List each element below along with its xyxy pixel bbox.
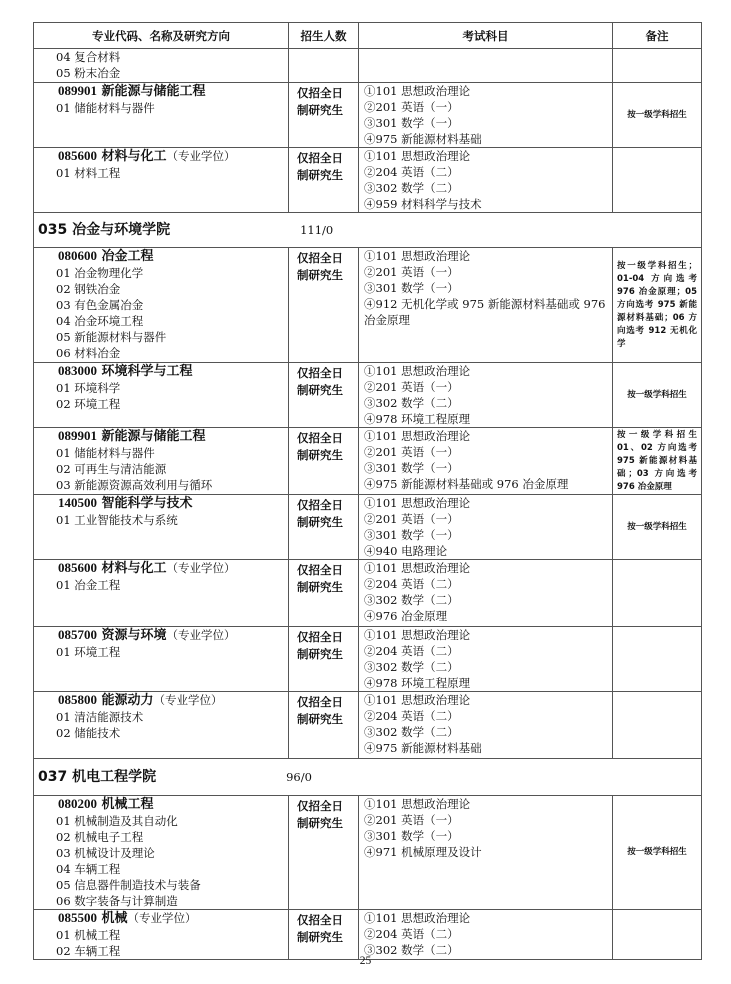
- section-row: [34, 213, 702, 248]
- program-row: [34, 428, 702, 495]
- major-code: 085600: [58, 560, 97, 575]
- remark-cell: [613, 910, 702, 960]
- major-cell: [34, 363, 289, 428]
- exam-subject: ②201 英语（一）: [364, 380, 459, 394]
- major-name: 智能科学与技术: [101, 496, 193, 511]
- college-quota: 96/0: [286, 770, 312, 784]
- research-direction: 02 储能技术: [56, 726, 121, 740]
- remark-cell: [613, 363, 702, 428]
- exam-subject: ①101 思想政治理论: [364, 628, 471, 642]
- enrollment-text: 制研究生: [297, 103, 343, 117]
- remark-cell: [613, 83, 702, 148]
- research-direction: 03 有色金属冶金: [56, 298, 144, 312]
- degree-type: （专业学位）: [166, 628, 236, 642]
- research-direction: 01 冶金物理化学: [56, 266, 144, 280]
- table-header: [34, 23, 702, 49]
- major-name: 机械工程: [101, 797, 154, 812]
- subjects-cell: [359, 148, 613, 213]
- remark-cell: [613, 495, 702, 560]
- major-name: 材料与化工: [101, 149, 167, 164]
- major-name: 环境科学与工程: [101, 364, 193, 379]
- major-title: [34, 148, 288, 165]
- major-title: [34, 248, 288, 265]
- exam-subject: ④978 环境工程原理: [364, 676, 471, 690]
- research-direction: 04 复合材料: [56, 50, 121, 64]
- major-title: [34, 428, 288, 445]
- exam-subject: ①101 思想政治理论: [364, 797, 471, 811]
- research-direction: 01 储能材料与器件: [56, 446, 155, 460]
- admissions-table: [33, 22, 702, 960]
- exam-subject: ③301 数学（一）: [364, 528, 459, 542]
- research-direction: 01 冶金工程: [56, 578, 121, 592]
- research-direction: 02 环境工程: [56, 397, 121, 411]
- enrollment-text: 仅招全日: [297, 366, 343, 380]
- subjects-cell: [359, 49, 613, 83]
- enrollment-cell: [289, 796, 359, 910]
- enrollment-text: 制研究生: [297, 168, 343, 182]
- remark-text: 按一级学科招生 01、02 方向选考 975 新能源材料基础；03 方向选考 976 冶金原理: [617, 429, 697, 492]
- exam-subject: ②204 英语（二）: [364, 165, 459, 179]
- major-cell: [34, 796, 289, 910]
- research-direction: 02 钢铁冶金: [56, 282, 121, 296]
- exam-subject: ②201 英语（一）: [364, 100, 459, 114]
- program-row: [34, 49, 702, 83]
- research-direction: 01 工业智能技术与系统: [56, 513, 178, 527]
- header-enrollment: 招生人数: [289, 23, 359, 49]
- major-name: 新能源与储能工程: [101, 429, 206, 444]
- enrollment-text: 仅招全日: [297, 151, 343, 165]
- enrollment-text: 制研究生: [297, 647, 343, 661]
- program-row: [34, 495, 702, 560]
- research-direction: 02 机械电子工程: [56, 830, 144, 844]
- enrollment-text: 仅招全日: [297, 695, 343, 709]
- exam-subject: ③302 数学（二）: [364, 943, 459, 957]
- research-direction: 05 信息器件制造技术与装备: [56, 878, 201, 892]
- exam-subject: ④975 新能源材料基础: [364, 741, 482, 755]
- exam-subject: ①101 思想政治理论: [364, 84, 471, 98]
- major-code: 080200: [58, 796, 97, 811]
- major-cell: [34, 692, 289, 759]
- major-title: [34, 495, 288, 512]
- subjects-cell: [359, 495, 613, 560]
- enrollment-text: 仅招全日: [297, 630, 343, 644]
- enrollment-text: 仅招全日: [297, 563, 343, 577]
- major-title: [34, 796, 288, 813]
- exam-subject: ①101 思想政治理论: [364, 249, 471, 263]
- college-quota: 111/0: [300, 223, 334, 237]
- remark-cell: [613, 796, 702, 910]
- subjects-cell: [359, 560, 613, 627]
- major-cell: [34, 83, 289, 148]
- exam-subject: ④940 电路理论: [364, 544, 448, 558]
- research-direction: 01 环境科学: [56, 381, 121, 395]
- enrollment-text: 仅招全日: [297, 251, 343, 265]
- research-direction: 01 清洁能源技术: [56, 710, 144, 724]
- exam-subject: ③302 数学（二）: [364, 396, 459, 410]
- exam-subject: ①101 思想政治理论: [364, 429, 471, 443]
- enrollment-text: 仅招全日: [297, 913, 343, 927]
- major-cell: [34, 495, 289, 560]
- exam-subject: ②201 英语（一）: [364, 265, 459, 279]
- research-direction: 03 机械设计及理论: [56, 846, 155, 860]
- program-row: [34, 910, 702, 960]
- enrollment-cell: [289, 428, 359, 495]
- major-cell: [34, 627, 289, 692]
- subjects-cell: [359, 83, 613, 148]
- major-name: 新能源与储能工程: [101, 84, 206, 99]
- exam-subject: ③302 数学（二）: [364, 660, 459, 674]
- major-title: [34, 692, 288, 709]
- remark-cell: [613, 428, 702, 495]
- major-cell: [34, 49, 289, 83]
- college-title: 037 机电工程学院: [38, 769, 157, 785]
- enrollment-text: 仅招全日: [297, 431, 343, 445]
- exam-subject: ②204 英语（二）: [364, 577, 459, 591]
- exam-subject: ④975 新能源材料基础或 976 冶金原理: [364, 477, 569, 491]
- remark-text: 按一级学科招生: [627, 109, 687, 120]
- exam-subject: ③301 数学（一）: [364, 281, 459, 295]
- exam-subject: ③301 数学（一）: [364, 461, 459, 475]
- major-title: [34, 560, 288, 577]
- enrollment-text: 制研究生: [297, 712, 343, 726]
- enrollment-cell: [289, 363, 359, 428]
- major-code: 085500: [58, 910, 97, 925]
- research-direction: 05 粉末冶金: [56, 66, 121, 80]
- research-direction: 01 机械工程: [56, 928, 121, 942]
- major-name: 机械: [101, 911, 128, 926]
- major-title: [34, 83, 288, 100]
- exam-subject: ③302 数学（二）: [364, 593, 459, 607]
- section-cell: [34, 213, 702, 248]
- program-row: [34, 560, 702, 627]
- major-cell: [34, 148, 289, 213]
- major-name: 冶金工程: [101, 249, 154, 264]
- remark-text: 按一级学科招生: [627, 521, 687, 532]
- exam-subject: ③301 数学（一）: [364, 116, 459, 130]
- header-remarks: 备注: [613, 23, 702, 49]
- degree-type: （专业学位）: [166, 561, 236, 575]
- exam-subject: ②201 英语（一）: [364, 813, 459, 827]
- page-number: 25: [359, 955, 372, 967]
- exam-subject: ③302 数学（二）: [364, 725, 459, 739]
- major-cell: [34, 910, 289, 960]
- major-cell: [34, 248, 289, 363]
- remark-text: 按一级学科招生: [627, 389, 687, 400]
- program-row: [34, 148, 702, 213]
- exam-subject: ③302 数学（二）: [364, 181, 459, 195]
- research-direction: 04 冶金环境工程: [56, 314, 144, 328]
- exam-subject: ①101 思想政治理论: [364, 561, 471, 575]
- enrollment-text: 制研究生: [297, 930, 343, 944]
- subjects-cell: [359, 796, 613, 910]
- exam-subject: ④975 新能源材料基础: [364, 132, 482, 146]
- research-direction: 02 可再生与清洁能源: [56, 462, 167, 476]
- remark-cell: [613, 49, 702, 83]
- major-title: [34, 910, 288, 927]
- enrollment-text: 仅招全日: [297, 86, 343, 100]
- enrollment-text: 制研究生: [297, 816, 343, 830]
- research-direction: 06 数字装备与计算制造: [56, 894, 178, 908]
- enrollment-cell: [289, 49, 359, 83]
- major-code: 089901: [58, 83, 97, 98]
- remark-cell: [613, 248, 702, 363]
- program-row: [34, 796, 702, 910]
- program-row: [34, 363, 702, 428]
- major-name: 资源与环境: [101, 628, 167, 643]
- major-code: 083000: [58, 363, 97, 378]
- exam-subject: ①101 思想政治理论: [364, 911, 471, 925]
- research-direction: 03 新能源资源高效利用与循环: [56, 478, 213, 492]
- exam-subject: ①101 思想政治理论: [364, 149, 471, 163]
- enrollment-cell: [289, 83, 359, 148]
- college-title: 035 冶金与环境学院: [38, 222, 171, 238]
- exam-subject: ④976 冶金原理: [364, 609, 448, 623]
- research-direction: 04 车辆工程: [56, 862, 121, 876]
- exam-subject: ②204 英语（二）: [364, 709, 459, 723]
- subjects-cell: [359, 248, 613, 363]
- subjects-cell: [359, 627, 613, 692]
- major-title: [34, 627, 288, 644]
- research-direction: 01 机械制造及其自动化: [56, 814, 178, 828]
- major-name: 能源动力: [101, 693, 154, 708]
- exam-subject: ④971 机械原理及设计: [364, 845, 482, 859]
- program-row: [34, 248, 702, 363]
- major-code: 140500: [58, 495, 97, 510]
- degree-type: （专业学位）: [153, 693, 223, 707]
- remark-cell: [613, 560, 702, 627]
- degree-type: （专业学位）: [166, 149, 236, 163]
- exam-subject: ①101 思想政治理论: [364, 364, 471, 378]
- major-code: 085600: [58, 148, 97, 163]
- enrollment-text: 仅招全日: [297, 498, 343, 512]
- section-row: [34, 759, 702, 796]
- enrollment-text: 制研究生: [297, 383, 343, 397]
- major-cell: [34, 428, 289, 495]
- enrollment-cell: [289, 560, 359, 627]
- major-code: 085700: [58, 627, 97, 642]
- subjects-cell: [359, 363, 613, 428]
- degree-type: （专业学位）: [127, 911, 197, 925]
- research-direction: 01 材料工程: [56, 166, 121, 180]
- program-row: [34, 692, 702, 759]
- enrollment-cell: [289, 627, 359, 692]
- remark-text: 按一级学科招生；01-04 方向选考976 冶金原理；05 方向选考 975 新能源材料基础；06 方向选考 912 无机化学: [617, 260, 697, 349]
- remark-text: 按一级学科招生: [627, 847, 687, 857]
- exam-subject: ④912 无机化学或 975 新能源材料基础或 976 冶金原理: [364, 297, 606, 327]
- enrollment-cell: [289, 910, 359, 960]
- exam-subject: ④959 材料科学与技术: [364, 197, 482, 211]
- enrollment-text: 仅招全日: [297, 799, 343, 813]
- exam-subject: ②204 英语（二）: [364, 927, 459, 941]
- research-direction: 05 新能源材料与器件: [56, 330, 167, 344]
- research-direction: 01 环境工程: [56, 645, 121, 659]
- exam-subject: ②204 英语（二）: [364, 644, 459, 658]
- subjects-cell: [359, 910, 613, 960]
- exam-subject: ④978 环境工程原理: [364, 412, 471, 426]
- enrollment-text: 制研究生: [297, 515, 343, 529]
- major-name: 材料与化工: [101, 561, 167, 576]
- remark-cell: [613, 148, 702, 213]
- enrollment-cell: [289, 495, 359, 560]
- exam-subject: ①101 思想政治理论: [364, 693, 471, 707]
- section-cell: [34, 759, 702, 796]
- remark-cell: [613, 692, 702, 759]
- enrollment-cell: [289, 148, 359, 213]
- exam-subject: ①101 思想政治理论: [364, 496, 471, 510]
- enrollment-cell: [289, 692, 359, 759]
- exam-subject: ③301 数学（一）: [364, 829, 459, 843]
- major-code: 089901: [58, 428, 97, 443]
- subjects-cell: [359, 692, 613, 759]
- research-direction: 01 储能材料与器件: [56, 101, 155, 115]
- major-title: [34, 363, 288, 380]
- subjects-cell: [359, 428, 613, 495]
- program-row: [34, 83, 702, 148]
- enrollment-cell: [289, 248, 359, 363]
- enrollment-text: 制研究生: [297, 448, 343, 462]
- exam-subject: ②201 英语（一）: [364, 512, 459, 526]
- enrollment-text: 制研究生: [297, 580, 343, 594]
- enrollment-text: 制研究生: [297, 268, 343, 282]
- major-code: 080600: [58, 248, 97, 263]
- header-subjects: 考试科目: [359, 23, 613, 49]
- research-direction: 06 材料冶金: [56, 346, 121, 360]
- program-row: [34, 627, 702, 692]
- major-cell: [34, 560, 289, 627]
- header-major: 专业代码、名称及研究方向: [34, 23, 289, 49]
- exam-subject: ②201 英语（一）: [364, 445, 459, 459]
- major-code: 085800: [58, 692, 97, 707]
- research-direction: 02 车辆工程: [56, 944, 121, 958]
- remark-cell: [613, 627, 702, 692]
